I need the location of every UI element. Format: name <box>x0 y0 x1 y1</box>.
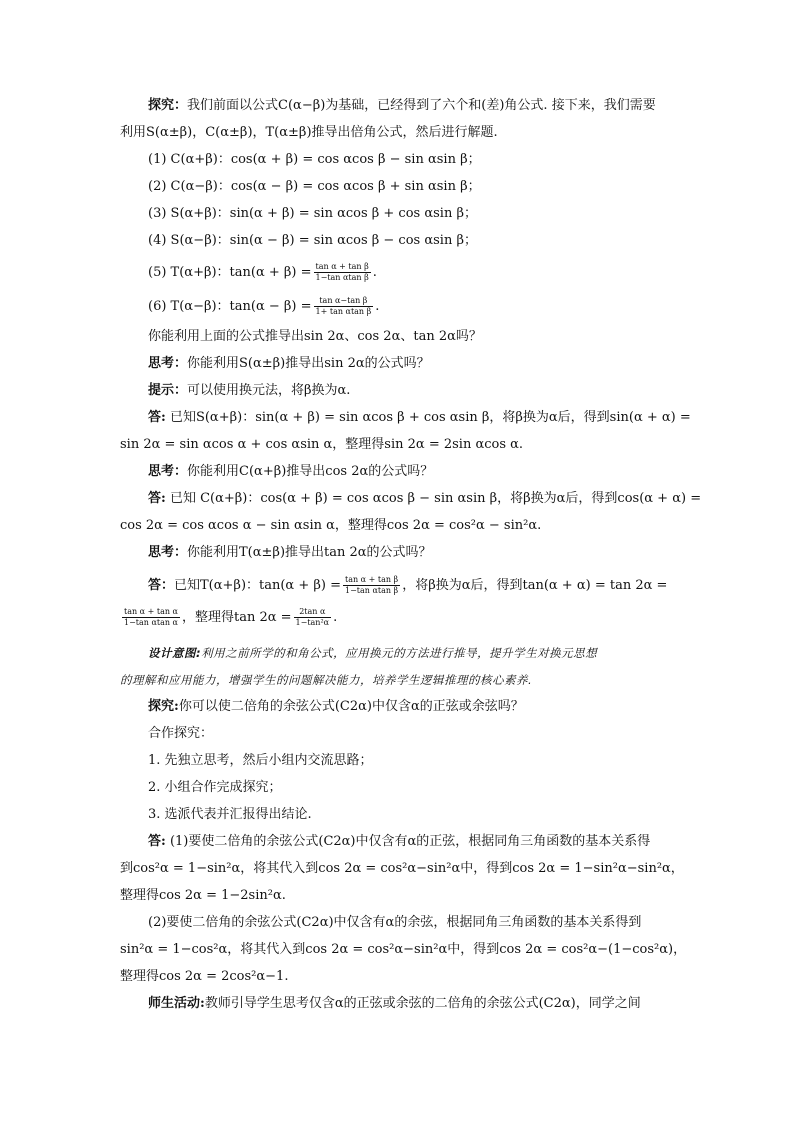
explore-intro-line-2: 利用S(α±β)，C(α±β)，T(α±β)推导出倍角公式，然后进行解题. <box>120 125 498 140</box>
fraction <box>122 607 180 628</box>
answer-cos-cos-line-1: (2)要使二倍角的余弦公式(C2α)中仅含有α的余弦，根据同角三角函数的基本关系得到 <box>148 915 642 930</box>
cooperation-step-3: 3. 选派代表并汇报得出结论. <box>148 807 312 822</box>
fraction-denominator: 1−tan αtan β <box>345 586 399 595</box>
formula-t-diff-lhs: (6) T(α−β)：tan(α − β) = <box>148 299 312 314</box>
answer-tan2a-line-2 <box>120 607 680 628</box>
think-text: 你能利用S(α±β)推导出sin 2α的公式吗？ <box>187 356 430 371</box>
formula-t-diff <box>148 296 708 317</box>
answer-tail: ，整理得tan 2α = <box>181 610 292 625</box>
explore-label: 探究: <box>148 699 179 714</box>
answer-text: 已知T(α+β)：tan(α + β) = <box>174 578 341 593</box>
think-sin2a <box>148 355 708 373</box>
fraction <box>314 296 374 317</box>
fraction-numerator: tan α−tan β <box>314 296 374 307</box>
formula-s-diff: (4) S(α−β)：sin(α − β) = sin αcos β − cos αsin β； <box>148 233 477 248</box>
answer-cos2a-line-2: cos 2α = cos αcos α − sin αsin α，整理得cos 2α = cos²α − sin²α. <box>120 518 542 533</box>
answer-cos-sin-line-3: 整理得cos 2α = 1−2sin²α. <box>120 888 286 903</box>
answer-tail: . <box>333 610 338 625</box>
explore-intro-text: 我们前面以公式C(α−β)为基础，已经得到了六个和(差)角公式. 接下来，我们需要 <box>187 98 656 113</box>
fraction-numerator: tan α + tan β <box>345 575 399 584</box>
formula-c-diff: (2) C(α−β)：cos(α − β) = cos αcos β + sin αsin β； <box>148 179 481 194</box>
think-text: 你能利用T(α±β)推导出tan 2α的公式吗？ <box>187 545 432 560</box>
answer-label: 答: <box>148 410 166 425</box>
fraction-numerator: 2tan α <box>294 607 332 618</box>
fraction-denominator: 1+ tan αtan β <box>315 307 372 316</box>
answer-sin2a-line-2: sin 2α = sin αcos α + cos αsin α，整理得sin 2α = 2sin αcos α. <box>120 437 524 452</box>
formula-t-sum <box>148 262 708 283</box>
teacher-activity-line <box>148 995 708 1013</box>
think-tan2a <box>148 544 708 562</box>
fraction-numerator: tan α + tan α <box>122 607 180 618</box>
answer-label: 答: <box>148 834 166 849</box>
design-intent-label: 设计意图: <box>148 646 202 660</box>
explore-intro-line-1 <box>148 97 708 115</box>
answer-text: 已知S(α+β)：sin(α + β) = sin αcos β + cos αsin β，将β换为α后，得到sin(α + α) = <box>169 410 691 425</box>
teacher-activity-text: 教师引导学生思考仅含α的正弦或余弦的二倍角的余弦公式(C2α)，同学之间 <box>204 996 641 1011</box>
cooperation-heading: 合作探究： <box>148 726 214 741</box>
hint-label: 提示： <box>148 383 188 398</box>
think-label: 思考： <box>148 545 188 560</box>
think-text: 你能利用C(α+β)推导出cos 2α的公式吗？ <box>187 464 434 479</box>
answer-cos2a-line-1 <box>148 490 708 508</box>
answer-cos-cos-line-3: 整理得cos 2α = 2cos²α−1. <box>120 969 289 984</box>
formula-t-sum-lhs: (5) T(α+β)：tan(α + β) = <box>148 265 312 280</box>
fraction-denominator: 1−tan αtan α <box>124 618 178 627</box>
question-line: 你能利用上面的公式推导出sin 2α、cos 2α、tan 2α吗？ <box>148 329 482 344</box>
answer-cos-sin-line-2: 到cos²α = 1−sin²α，将其代入到cos 2α = cos²α−sin²α中，得到cos 2α = 1−sin²α−sin²α， <box>120 861 684 876</box>
hint-line <box>148 382 708 400</box>
explore-label: 探究： <box>148 98 188 113</box>
formula-c-sum: (1) C(α+β)：cos(α + β) = cos αcos β − sin αsin β； <box>148 152 481 167</box>
design-intent-text: 利用之前所学的和角公式，应用换元的方法进行推导，提升学生对换元思想 <box>201 646 598 660</box>
formula-s-sum: (3) S(α+β)：sin(α + β) = sin αcos β + cos αsin β； <box>148 206 477 221</box>
cooperation-step-1: 1. 先独立思考，然后小组内交流思路； <box>148 753 373 768</box>
explore-cos-line <box>148 698 708 716</box>
design-intent-line-1 <box>148 644 708 662</box>
explore-text: 你可以使二倍角的余弦公式(C2α)中仅含α的正弦或余弦吗？ <box>178 699 524 714</box>
think-label: 思考： <box>148 464 188 479</box>
answer-text: (1)要使二倍角的余弦公式(C2α)中仅含有α的正弦，根据同角三角函数的基本关系得 <box>169 834 651 849</box>
teacher-activity-label: 师生活动: <box>148 996 205 1011</box>
answer-tan2a-line-1 <box>148 575 708 596</box>
think-cos2a <box>148 463 708 481</box>
formula-tail: . <box>375 299 380 314</box>
answer-tail: ，将β换为α后，得到tan(α + α) = tan 2α = <box>402 578 668 593</box>
design-intent-line-2: 的理解和应用能力，增强学生的问题解决能力，培养学生逻辑推理的核心素养. <box>120 673 533 687</box>
fraction <box>294 607 332 628</box>
fraction-denominator: 1−tan²α <box>295 618 330 627</box>
think-label: 思考： <box>148 356 188 371</box>
fraction <box>314 262 371 283</box>
answer-cos-sin-line-1 <box>148 833 708 851</box>
answer-cos-cos-line-2: sin²α = 1−cos²α，将其代入到cos 2α = cos²α−sin²α中，得到cos 2α = cos²α−(1−cos²α)， <box>120 942 687 957</box>
fraction <box>343 575 400 596</box>
answer-label: 答: <box>148 491 166 506</box>
answer-label: 答： <box>148 578 175 593</box>
hint-text: 可以使用换元法，将β换为α. <box>187 383 351 398</box>
answer-text: 已知 C(α+β)：cos(α + β) = cos αcos β − sin αsin β，将β换为α后，得到cos(α + α) = <box>169 491 702 506</box>
fraction-denominator: 1−tan αtan β <box>315 273 369 282</box>
cooperation-step-2: 2. 小组合作完成探究； <box>148 780 282 795</box>
fraction-numerator: tan α + tan β <box>315 262 369 271</box>
answer-sin2a-line-1 <box>148 409 708 427</box>
formula-tail: . <box>372 265 377 280</box>
